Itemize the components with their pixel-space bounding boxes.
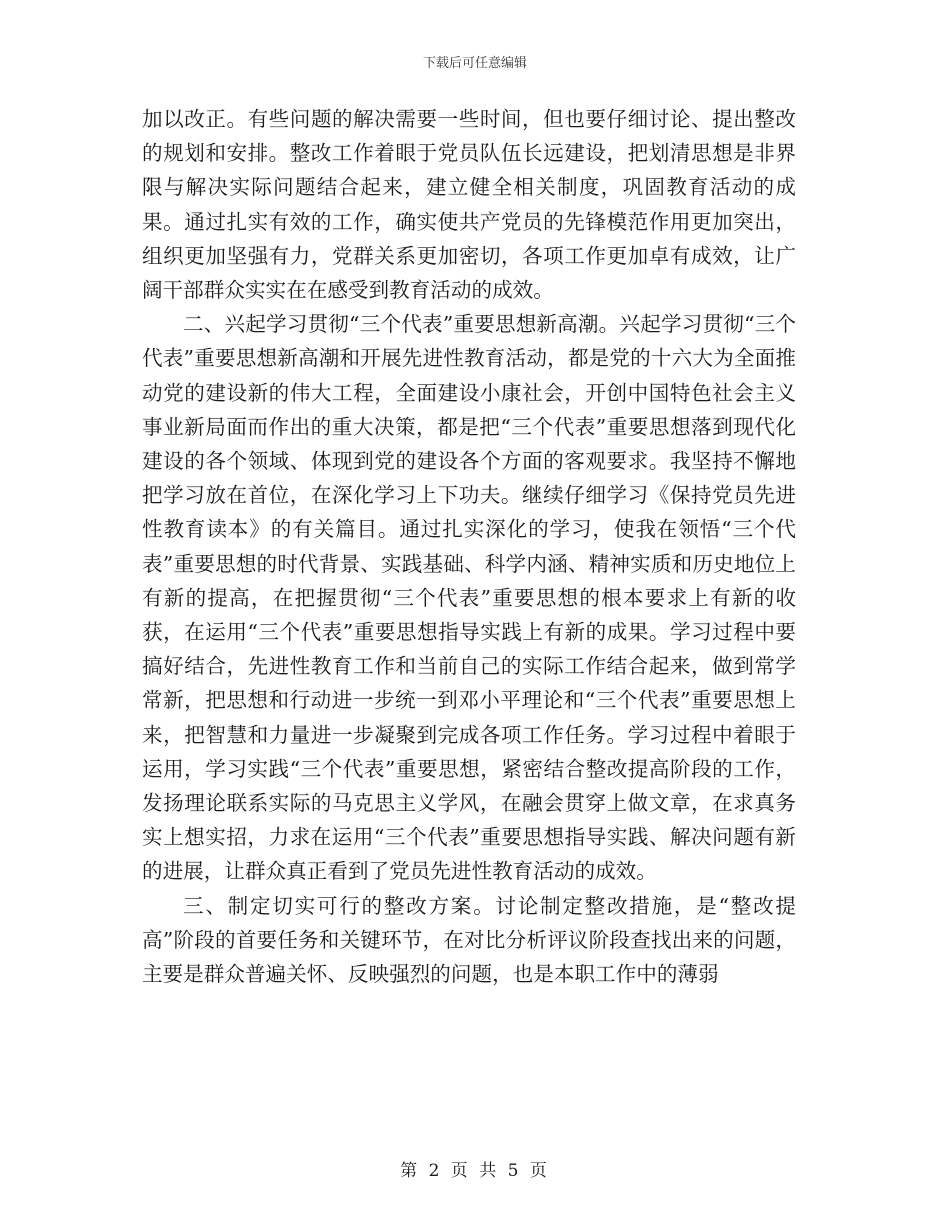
page-footer: 第 2 页 共 5 页	[400, 1161, 550, 1181]
document-body	[142, 102, 796, 991]
paragraph-section-two: 二、兴起学习贯彻“三个代表”重要思想新高潮。兴起学习贯彻“三个代表”重要思想新高潮和开展先进性教育活动，都是党的十六大为全面推动党的建设新的伟大工程，全面建设小康社会，开创中国特色社会主义事业新局面而作出的重大决策，都是把“三个代表”重要思想落到现代化建设的各个领域、体现到党的建设各个方面的客观要求。我坚持不懈地把学习放在首位，在深化学习上下功夫。继续仔细学习《保持党员先进性教育读本》的有关篇目。通过扎实深化的学习，使我在领悟“三个代表”重要思想的时代背景、实践基础、科学内涵、精神实质和历史地位上有新的提高，在把握贯彻“三个代表”重要思想的根本要求上有新的收获，在运用“三个代表”重要思想指导实践上有新的成果。学习过程中要搞好结合，先进性教育工作和当前自己的实际工作结合起来，做到常学常新，把思想和行动进一步统一到邓小平理论和“三个代表”重要思想上来，把智慧和力量进一步凝聚到完成各项工作任务。学习过程中着眼于运用，学习实践“三个代表”重要思想，紧密结合整改提高阶段的工作，发扬理论联系实际的马克思主义学风，在融会贯穿上做文章，在求真务实上想实招，力求在运用“三个代表”重要思想指导实践、解决问题有新的进展，让群众真正看到了党员先进性教育活动的成效。	[142, 312, 796, 884]
paragraph-continuation: 加以改正。有些问题的解决需要一些时间，但也要仔细讨论、提出整改的规划和安排。整改工作着眼于党员队伍长远建设，把划清思想是非界限与解决实际问题结合起来，建立健全相关制度，巩固教育活动的成果。通过扎实有效的工作，确实使共产党员的先锋模范作用更加突出，组织更加坚强有力，党群关系更加密切，各项工作更加卓有成效，让广阔干部群众实实在在感受到教育活动的成效。	[142, 107, 796, 303]
paragraph-section-three: 三、制定切实可行的整改方案。讨论制定整改措施，是“整改提高”阶段的首要任务和关键环节，在对比分析评议阶段查找出来的问题，主要是群众普遍关怀、反映强烈的问题，也是本职工作中的薄弱	[142, 893, 796, 987]
page-header: 下载后可任意编辑	[422, 56, 527, 71]
